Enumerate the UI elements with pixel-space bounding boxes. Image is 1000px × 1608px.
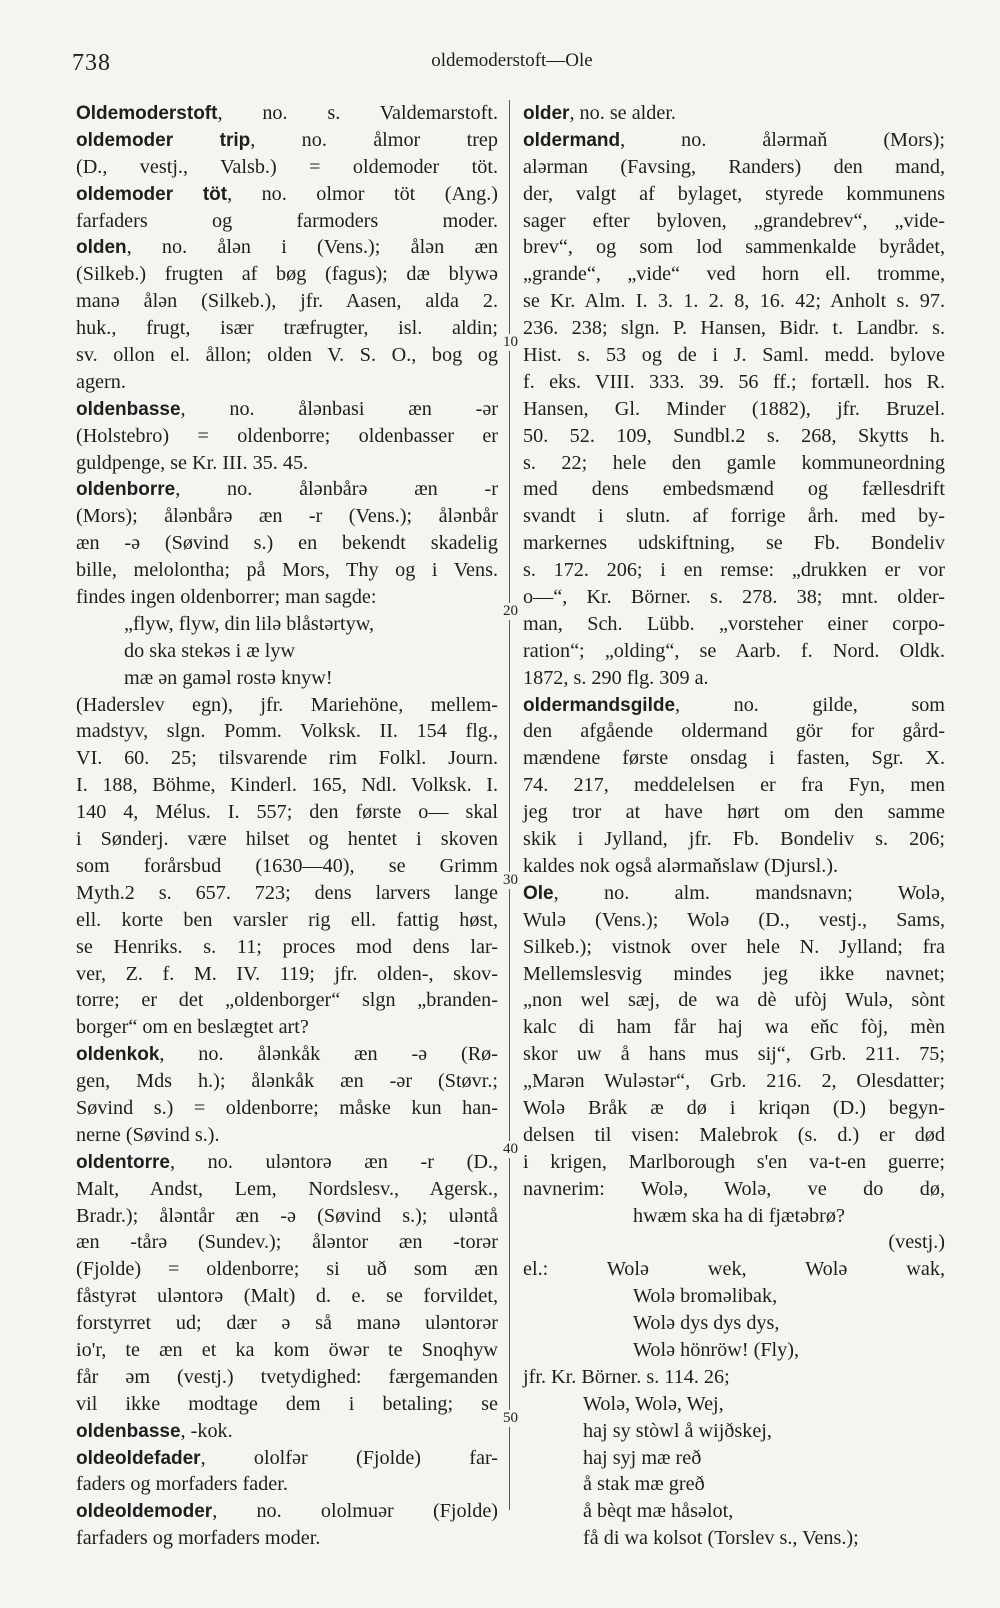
text-line: se Kr. Alm. I. 3. 1. 2. 8, 16. 42; Anholt s. 97. [523,290,945,313]
headword: oldermand [523,129,621,151]
headword: older [523,103,570,124]
text-line: i Sønderj. være hilset og hentet i skoven [76,828,498,851]
text-line: faders og morfaders fader. [76,1473,288,1496]
entry-text: , no. ålərmaň (Mors); [620,128,945,151]
text-line: brev“, og som lod sammenkalde byrådet, [523,236,945,259]
text-line: forstyrret ud; dær ə så manə uləntorər [76,1312,498,1335]
entry-text: , -kok. [180,1419,233,1442]
entry-head-line [76,1418,498,1445]
text-line: io'r, te æn et ka kom öwər te Snoqhyw [76,1338,498,1361]
text-line: „grande“, „vide“ ved horn ell. tromme, [523,263,945,286]
headword: Oldemoderstoft [76,103,218,124]
text-line: Wolə dys dys dys, [633,1312,780,1335]
text-line: man, Sch. Lübb. „vorsteher einer corpo- [523,612,945,635]
headword: Ole [523,882,554,904]
text-line: markernes udskiftning, se Fb. Bondeliv [523,532,945,555]
text-line: få di wa kolsot (Torslev s., Vens.); [583,1527,859,1550]
text-line: Mellemslesvig mindes jeg ikke navnet; [523,962,945,985]
text-line: el.: Wolə wek, Wolə wak, [523,1258,945,1281]
text-line: æn -ə (Søvind s.) en bekendt skadelig [76,532,498,555]
running-head: oldemoderstoft—Ole [431,50,593,71]
text-line: Wolə Bråk æ dø i kriqən (D.) begyn- [523,1096,945,1119]
text-line: ver, Z. f. M. IV. 119; jfr. olden-, skov- [76,962,498,985]
headword: oldenbasse [76,1420,181,1442]
text-line: (Holstebro) = oldenborre; oldenbasser er [76,424,498,447]
text-line: „Marən Wuləstər“, Grb. 216. 2, Olesdatter; [523,1070,945,1093]
text-line: o—“, Kr. Börner. s. 278. 38; mnt. older- [523,586,945,609]
text-line: (Silkeb.) frugten af bøg (fagus); dæ blywə [76,263,498,286]
text-line: manə ålən (Silkeb.), jfr. Aasen, alda 2. [76,290,498,313]
entry-head-line [76,100,498,127]
entry-text: , no. olmor töt (Ang.) [227,182,498,205]
entry-text: , no. ålənkåk æn -ə (Rø- [159,1043,498,1066]
text-line: (Mors); ålənbårə æn -r (Vens.); ålənbår [76,505,498,528]
text-line: I. 188, Böhme, Kinderl. 165, Ndl. Volksk. I. [76,774,498,797]
entry-text: , no. ålənbårə æn -r [175,478,498,501]
entry-head-line [76,396,498,423]
text-line: fåstyrət uləntorə (Malt) d. e. se forvildet, [76,1285,498,1308]
text-line: haj syj mæ reð [583,1446,702,1469]
text-line: sager efter byloven, „grandebrev“, „vide- [523,209,945,232]
text-line: bille, melolontha; på Mors, Thy og i Vens. [76,559,498,582]
text-line: (D., vestj., Valsb.) = oldemoder töt. [76,155,498,178]
text-line: Hansen, Gl. Minder (1882), jfr. Bruzel. [523,397,945,420]
text-line: delsen til visen: Malebrok (s. d.) er død [523,1123,945,1146]
text-line: jeg tror at have hørt om den samme [523,801,945,824]
text-line: kaldes nok også alərmaňslaw (Djursl.). [523,854,839,877]
entry-text: , no. s. Valdemarstoft. [217,102,498,124]
text-line: mændene første onsdag i fasten, Sgr. X. [523,747,945,770]
entry-head-line [523,100,945,127]
left-column [76,100,498,1552]
text-line: Wolə broməlibak, [633,1285,778,1308]
entry-head-line [523,880,945,907]
text-line: 1872, s. 290 flg. 309 a. [523,666,709,689]
headword: oldentorre [76,1151,170,1173]
text-line: farfaders og farmoders moder. [76,209,498,232]
text-line: Malt, Andst, Lem, Nordslesv., Agersk., [76,1177,498,1200]
text-line: skor uw å hans mus sij“, Grb. 211. 75; [523,1043,945,1066]
headword: oldeoldefader [76,1447,201,1469]
entry-text: , no. gilde, som [675,693,945,716]
text-line: ration“; „olding“, se Aarb. f. Nord. Oldk. [523,639,945,662]
line-number-20: 20 [503,603,518,619]
headword: oldenborre [76,479,176,501]
headword: oldermandsgilde [523,694,676,716]
entry-text: , no. uləntorə æn -r (D., [169,1150,498,1173]
text-line: svandt i slutn. af forrige årh. med by- [523,505,945,528]
text-line: mæ ən gaməl rostə knyw! [124,666,333,689]
right-column [523,100,945,1552]
text-line: i krigen, Marlborough s'en va-t-en guerre; [523,1150,945,1173]
entry-head-line [76,1445,498,1472]
text-line: vil ikke modtage dem i betaling; se [76,1392,498,1415]
text-line: agern. [76,370,126,393]
line-number-10: 10 [503,334,518,350]
text-line: der, valgt af bylaget, styrede kommunens [523,182,945,205]
text-line: VI. 60. 25; tilsvarende rim Folkl. Journ. [76,747,498,770]
entry-text: , ololfər (Fjolde) far- [200,1446,498,1469]
entry-text: , no. se alder. [569,102,676,124]
text-line: 50. 52. 109, Sundbl.2 s. 268, Skytts h. [523,424,945,447]
text-line: nerne (Søvind s.). [76,1123,220,1146]
entry-head-line [76,476,498,503]
text-line: jfr. Kr. Börner. s. 114. 26; [523,1365,730,1388]
text-line: får əm (vestj.) tvetydighed: færgemanden [76,1365,498,1388]
entry-head-line [76,127,498,154]
text-line: do ska stekəs i æ lyw [124,639,296,662]
text-line: å bèqt mæ håsəlot, [583,1500,734,1523]
text-line: 236. 238; slgn. P. Hansen, Bidr. t. Landbr. s. [523,317,945,340]
text-line: Wolə hönröw! (Fly), [633,1338,800,1361]
entry-head-line [76,1041,498,1068]
text-line: Hist. s. 53 og de i J. Saml. medd. bylove [523,344,945,367]
text-line: haj sy stòwl å wijðskej, [583,1419,772,1442]
text-line: 74. 217, meddelelsen er fra Fyn, men [523,774,945,797]
headword: oldenbasse [76,398,181,420]
text-line: hwæm ska ha di fjætəbrø? [633,1204,845,1227]
headword: oldemoder trip [76,129,251,151]
entry-text: , no. ålənbasi æn -ər [180,397,498,420]
text-line: gen, Mds h.); ålənkåk æn -ər (Støvr.; [76,1070,498,1093]
page-header [72,46,952,76]
page-number: 738 [72,50,111,76]
text-line: s. 172. 206; i en remse: „drukken er vor [523,559,945,582]
text-line: 140 4, Mélus. I. 557; den første o— skal [76,801,498,824]
text-line: å stak mæ greð [583,1473,705,1496]
text-line: Myth.2 s. 657. 723; dens larvers lange [76,881,498,904]
text-line: (Fjolde) = oldenborre; si uð som æn [76,1258,498,1281]
entry-head-line [76,1149,498,1176]
entry-text: , no. ålmor trep [250,128,498,151]
text-line: alərman (Favsing, Randers) den mand, [523,155,945,178]
text-line: kalc di ham får haj wa eňc fòj, mèn [523,1016,945,1039]
text-line: Bradr.); åləntår æn -ə (Søvind s.); uləntå [76,1204,498,1227]
text-line: guldpenge, se Kr. III. 35. 45. [76,451,309,474]
entry-head-line [523,127,945,154]
text-line: Wulə (Vens.); Wolə (D., vestj., Sams, [523,908,945,931]
text-line: skik i Jylland, jfr. Fb. Bondeliv s. 206; [523,828,945,851]
text-line: torre; er det „oldenborger“ slgn „branden- [76,989,498,1012]
line-number-30: 30 [503,872,518,888]
text-line: ell. korte ben varsler rig ell. fattig høst, [76,908,498,931]
text-line: s. 22; hele den gamle kommuneordning [523,451,945,474]
text-line: sv. ollon el. ållon; olden V. S. O., bog og [76,344,498,367]
line-number-40: 40 [503,1141,518,1157]
entry-head-line [76,181,498,208]
text-line: f. eks. VIII. 333. 39. 56 ff.; fortæll. hos R. [523,370,945,393]
text-line: navnerim: Wolə, Wolə, ve do dø, [523,1177,945,1200]
text-line: med dens embedsmænd og fællesdrift [523,478,945,501]
text-line: (vestj.) [888,1231,945,1254]
text-line: som forårsbud (1630—40), se Grimm [76,854,498,877]
entry-text: , no. ålən i (Vens.); ålən æn [126,236,498,259]
entry-head-line [523,692,945,719]
text-line: huk., frugt, især træfrugter, isl. aldin; [76,317,498,340]
entry-text: , no. alm. mandsnavn; Wolə, [553,881,945,904]
headword: oldeoldemoder [76,1501,213,1523]
text-line: Silkeb.); vistnok over hele N. Jylland; fra [523,935,945,958]
text-line: Wolə, Wolə, Wej, [583,1392,724,1415]
text-line: farfaders og morfaders moder. [76,1527,321,1550]
text-line: borger“ om en beslægtet art? [76,1016,309,1039]
text-line: se Henriks. s. 11; proces mod dens lar- [76,935,498,958]
headword: oldemoder töt [76,183,228,205]
text-line: den afgående oldermand gör for gård- [523,720,945,743]
text-line: æn -tårə (Sundev.); åləntor æn -torər [76,1231,498,1254]
column-divider [509,100,510,1510]
entry-head-line [76,1498,498,1525]
text-line: (Haderslev egn), jfr. Mariehöne, mellem- [76,693,498,716]
headword: olden [76,237,127,259]
text-line: madstyv, slgn. Pomm. Volksk. II. 154 flg., [76,720,498,743]
entry-head-line [76,234,498,261]
text-line: „non wel sæj, de wa dè ufòj Wulə, sònt [523,989,945,1012]
text-line: Søvind s.) = oldenborre; måske kun han- [76,1096,498,1119]
text-line: „flyw, flyw, din lilə blåstərtyw, [124,612,375,635]
headword: oldenkok [76,1044,160,1066]
line-number-50: 50 [503,1410,518,1426]
text-line: findes ingen oldenborrer; man sagde: [76,586,377,609]
entry-text: , no. ololmuər (Fjolde) [212,1500,498,1523]
